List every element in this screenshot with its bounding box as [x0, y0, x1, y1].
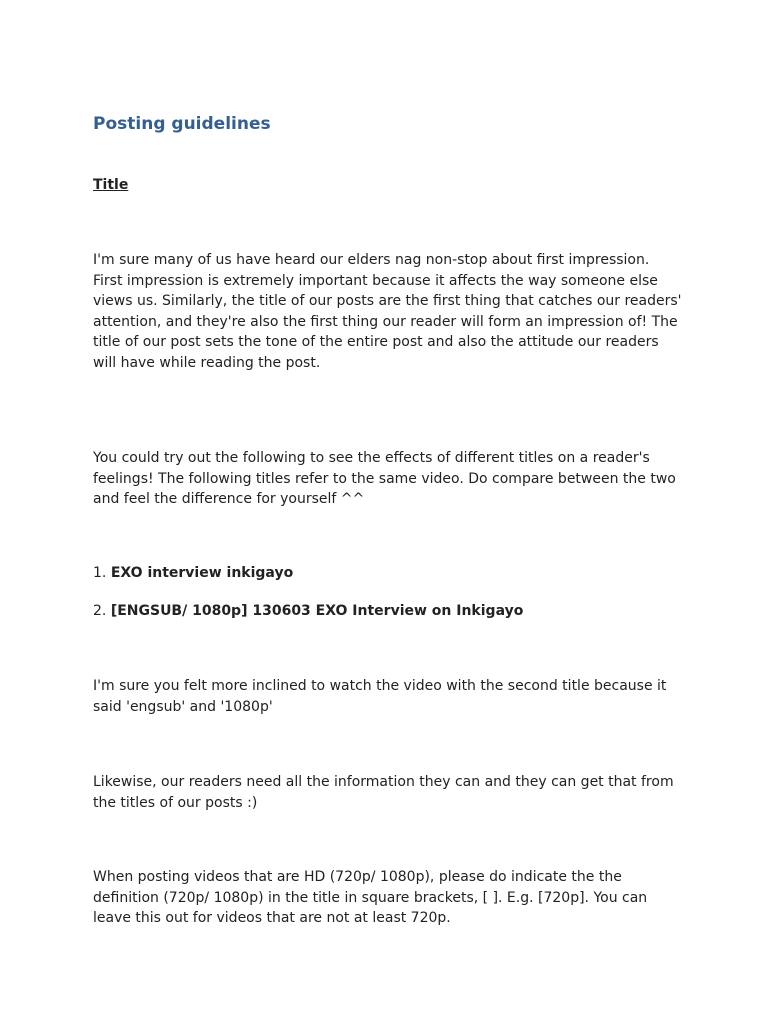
example-item-2 — [93, 601, 523, 621]
example-number: 2. — [93, 603, 107, 619]
paragraph-second-title: I'm sure you felt more inclined to watch the video with the second title because it said 'engsub' and '1080p' — [93, 678, 667, 715]
example-title: EXO interview inkigayo — [110, 565, 294, 581]
example-item-1 — [93, 563, 293, 583]
paragraph-hd-videos: When posting videos that are HD (720p/ 1080p), please do indicate the the definition (720p/ 1080p) in the title in square brackets, [ ]. E.g. [720p]. You can leave this out for videos that are not at least 720p. — [93, 869, 648, 926]
paragraph-first-impression: I'm sure many of us have heard our elders nag non-stop about first impression. First impression is extremely important because it affects the way someone else views us. Similarly, the title of our posts are the first thing that catches our readers' attention, and they're also the first thing our reader will form an impression of! The title of our post sets the tone of the entire post and also the attitude our readers will have while reading the post. — [93, 252, 682, 371]
example-title: [ENGSUB/ 1080p] 130603 EXO Interview on Inkigayo — [110, 603, 524, 619]
example-number: 1. — [93, 565, 107, 581]
paragraph-try-titles: You could try out the following to see the effects of different titles on a reader's feelings! The following titles refer to the same video. Do compare between the two and feel the difference for yourself ^^ — [93, 450, 676, 507]
page-heading: Posting guidelines — [93, 114, 271, 134]
section-title: Title — [93, 177, 129, 193]
paragraph-likewise: Likewise, our readers need all the information they can and they can get that from the titles of our posts :) — [93, 774, 674, 811]
